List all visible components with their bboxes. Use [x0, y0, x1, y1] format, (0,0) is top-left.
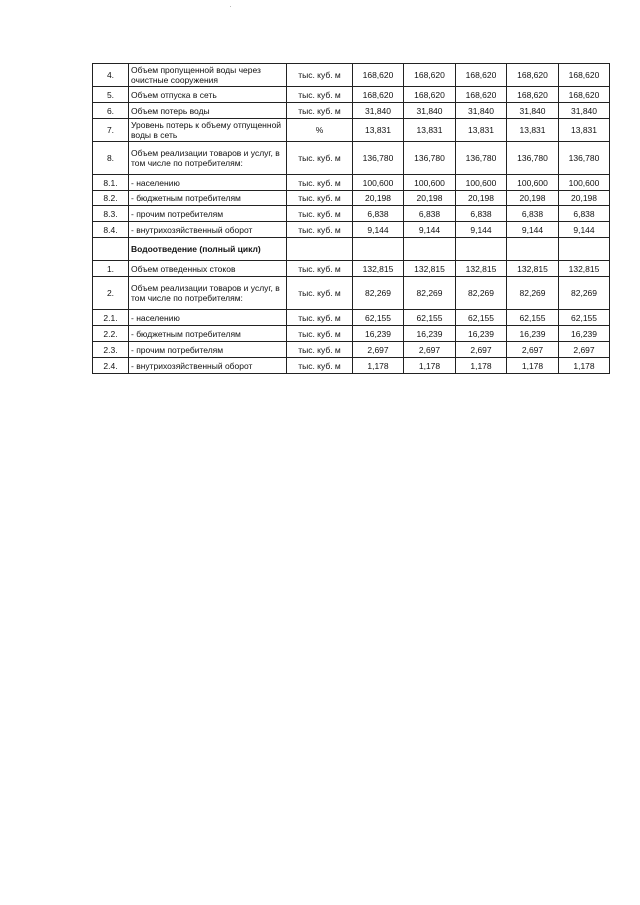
value-cell-2: 132,815: [404, 261, 456, 277]
value-cell-5: 20,198: [559, 191, 610, 206]
value-cell-2: 13,831: [404, 119, 456, 142]
indicator-name-cell: Уровень потерь к объему отпущенной воды в сеть: [129, 119, 287, 142]
value-cell-5: 9,144: [559, 222, 610, 238]
unit-cell: тыс. куб. м: [287, 175, 353, 191]
value-cell-1: 62,155: [353, 310, 404, 326]
value-cell-1: 136,780: [353, 142, 404, 175]
table-row: [93, 358, 610, 374]
value-cell-3: 31,840: [456, 103, 507, 119]
value-cell-4: 13,831: [507, 119, 559, 142]
value-cell-2: 31,840: [404, 103, 456, 119]
value-cell-3: 13,831: [456, 119, 507, 142]
table-row: [93, 342, 610, 358]
value-cell-1: 168,620: [353, 87, 404, 103]
value-cell-3: 100,600: [456, 175, 507, 191]
indicator-name-cell: Объем отведенных стоков: [129, 261, 287, 277]
value-cell-3: [456, 238, 507, 261]
row-number-cell: 2.4.: [93, 358, 129, 374]
value-cell-5: 13,831: [559, 119, 610, 142]
section-title-cell: Водоотведение (полный цикл): [129, 238, 287, 261]
value-cell-2: 100,600: [404, 175, 456, 191]
value-cell-3: 9,144: [456, 222, 507, 238]
table-row: [93, 103, 610, 119]
value-cell-5: 82,269: [559, 277, 610, 310]
value-cell-2: 168,620: [404, 64, 456, 87]
table-row: [93, 222, 610, 238]
value-cell-4: 2,697: [507, 342, 559, 358]
value-cell-1: 82,269: [353, 277, 404, 310]
table-row: [93, 142, 610, 175]
row-number-cell: 1.: [93, 261, 129, 277]
value-cell-1: 31,840: [353, 103, 404, 119]
table-row: [93, 64, 610, 87]
value-cell-3: 2,697: [456, 342, 507, 358]
row-number-cell: 6.: [93, 103, 129, 119]
value-cell-2: 2,697: [404, 342, 456, 358]
value-cell-3: 168,620: [456, 64, 507, 87]
value-cell-3: 1,178: [456, 358, 507, 374]
unit-cell: тыс. куб. м: [287, 103, 353, 119]
value-cell-5: 6,838: [559, 206, 610, 222]
value-cell-5: 132,815: [559, 261, 610, 277]
scan-artifact: [230, 6, 231, 7]
indicator-name-cell: Объем отпуска в сеть: [129, 87, 287, 103]
value-cell-2: 20,198: [404, 191, 456, 206]
indicator-name-cell: - бюджетным потребителям: [129, 191, 287, 206]
value-cell-3: 6,838: [456, 206, 507, 222]
value-cell-5: 16,239: [559, 326, 610, 342]
value-cell-1: 13,831: [353, 119, 404, 142]
value-cell-1: 20,198: [353, 191, 404, 206]
row-number-cell: [93, 238, 129, 261]
value-cell-4: 168,620: [507, 64, 559, 87]
row-number-cell: 7.: [93, 119, 129, 142]
value-cell-4: 16,239: [507, 326, 559, 342]
value-cell-3: 136,780: [456, 142, 507, 175]
value-cell-5: 31,840: [559, 103, 610, 119]
value-cell-4: 136,780: [507, 142, 559, 175]
value-cell-1: 1,178: [353, 358, 404, 374]
value-cell-5: [559, 238, 610, 261]
indicators-table: [92, 63, 610, 374]
row-number-cell: 2.1.: [93, 310, 129, 326]
row-number-cell: 8.: [93, 142, 129, 175]
value-cell-4: 168,620: [507, 87, 559, 103]
value-cell-4: 82,269: [507, 277, 559, 310]
value-cell-1: 2,697: [353, 342, 404, 358]
value-cell-1: 100,600: [353, 175, 404, 191]
value-cell-5: 2,697: [559, 342, 610, 358]
value-cell-3: 16,239: [456, 326, 507, 342]
value-cell-4: 100,600: [507, 175, 559, 191]
table-row: [93, 191, 610, 206]
indicator-name-cell: Объем реализации товаров и услуг, в том числе по потребителям:: [129, 142, 287, 175]
value-cell-2: 16,239: [404, 326, 456, 342]
indicator-name-cell: - населению: [129, 175, 287, 191]
value-cell-1: 16,239: [353, 326, 404, 342]
unit-cell: тыс. куб. м: [287, 342, 353, 358]
value-cell-4: 132,815: [507, 261, 559, 277]
value-cell-3: 168,620: [456, 87, 507, 103]
value-cell-5: 168,620: [559, 87, 610, 103]
unit-cell: тыс. куб. м: [287, 358, 353, 374]
indicator-name-cell: Объем потерь воды: [129, 103, 287, 119]
value-cell-2: 168,620: [404, 87, 456, 103]
indicator-name-cell: - прочим потребителям: [129, 206, 287, 222]
value-cell-4: 1,178: [507, 358, 559, 374]
indicator-name-cell: - бюджетным потребителям: [129, 326, 287, 342]
table-row: [93, 310, 610, 326]
unit-cell: тыс. куб. м: [287, 87, 353, 103]
indicator-name-cell: - прочим потребителям: [129, 342, 287, 358]
row-number-cell: 8.2.: [93, 191, 129, 206]
unit-cell: тыс. куб. м: [287, 64, 353, 87]
table-row: [93, 261, 610, 277]
unit-cell: тыс. куб. м: [287, 222, 353, 238]
table-row: [93, 175, 610, 191]
value-cell-4: 20,198: [507, 191, 559, 206]
value-cell-2: 82,269: [404, 277, 456, 310]
indicator-name-cell: Объем пропущенной воды через очистные сооружения: [129, 64, 287, 87]
section-header-row: [93, 238, 610, 261]
value-cell-1: 132,815: [353, 261, 404, 277]
row-number-cell: 8.1.: [93, 175, 129, 191]
value-cell-3: 132,815: [456, 261, 507, 277]
value-cell-2: [404, 238, 456, 261]
value-cell-3: 20,198: [456, 191, 507, 206]
value-cell-2: 1,178: [404, 358, 456, 374]
value-cell-2: 6,838: [404, 206, 456, 222]
value-cell-1: 168,620: [353, 64, 404, 87]
unit-cell: тыс. куб. м: [287, 310, 353, 326]
value-cell-2: 9,144: [404, 222, 456, 238]
value-cell-5: 136,780: [559, 142, 610, 175]
value-cell-1: 6,838: [353, 206, 404, 222]
table-row: [93, 277, 610, 310]
value-cell-5: 62,155: [559, 310, 610, 326]
row-number-cell: 8.4.: [93, 222, 129, 238]
row-number-cell: 8.3.: [93, 206, 129, 222]
value-cell-4: 62,155: [507, 310, 559, 326]
table-body: [93, 64, 610, 374]
unit-cell: тыс. куб. м: [287, 326, 353, 342]
table-row: [93, 87, 610, 103]
unit-cell: тыс. куб. м: [287, 191, 353, 206]
indicator-name-cell: - внутрихозяйственный оборот: [129, 358, 287, 374]
value-cell-4: [507, 238, 559, 261]
unit-cell: [287, 238, 353, 261]
indicator-name-cell: - населению: [129, 310, 287, 326]
row-number-cell: 4.: [93, 64, 129, 87]
row-number-cell: 2.3.: [93, 342, 129, 358]
value-cell-3: 62,155: [456, 310, 507, 326]
value-cell-1: [353, 238, 404, 261]
value-cell-4: 9,144: [507, 222, 559, 238]
unit-cell: тыс. куб. м: [287, 206, 353, 222]
table-row: [93, 206, 610, 222]
unit-cell: %: [287, 119, 353, 142]
row-number-cell: 5.: [93, 87, 129, 103]
table-row: [93, 119, 610, 142]
value-cell-4: 31,840: [507, 103, 559, 119]
unit-cell: тыс. куб. м: [287, 261, 353, 277]
value-cell-2: 62,155: [404, 310, 456, 326]
table-row: [93, 326, 610, 342]
value-cell-4: 6,838: [507, 206, 559, 222]
value-cell-1: 9,144: [353, 222, 404, 238]
unit-cell: тыс. куб. м: [287, 142, 353, 175]
value-cell-5: 168,620: [559, 64, 610, 87]
value-cell-5: 100,600: [559, 175, 610, 191]
value-cell-5: 1,178: [559, 358, 610, 374]
unit-cell: тыс. куб. м: [287, 277, 353, 310]
indicator-name-cell: - внутрихозяйственный оборот: [129, 222, 287, 238]
value-cell-2: 136,780: [404, 142, 456, 175]
row-number-cell: 2.: [93, 277, 129, 310]
row-number-cell: 2.2.: [93, 326, 129, 342]
value-cell-3: 82,269: [456, 277, 507, 310]
indicator-name-cell: Объем реализации товаров и услуг, в том числе по потребителям:: [129, 277, 287, 310]
